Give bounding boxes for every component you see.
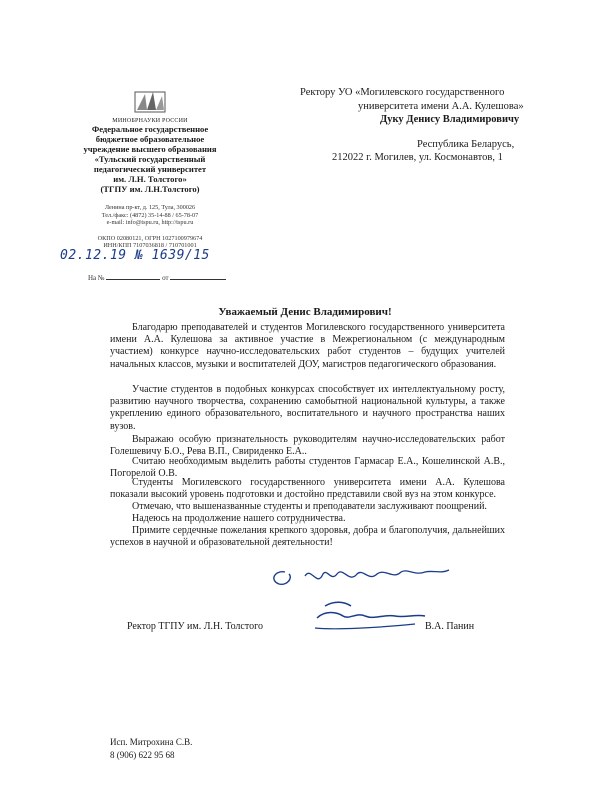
- letter-paragraph: Благодарю преподавателей и студентов Могилевского государственного университета имени А.А. Кулешова за активное участие в Межрегиональном (с международным участием) конкурсе научно-исследовательских работ студентов – будущих учителей начальных классов, музыки и воспитателей ДОУ, магистров педагогического образования.: [110, 322, 505, 370]
- letter-paragraph: Считаю необходимым выделить работы студентов Гармасар Е.А., Кошелинской А.В., Погорелой О.В.: [110, 456, 505, 480]
- contact-line: Ленина пр-кт, д. 125, Тула, 300026: [104, 204, 196, 211]
- signatory-title: Ректор ТГПУ им. Л.Н. Толстого: [127, 621, 263, 632]
- org-name: [60, 124, 240, 194]
- org-line: Федеральное государственное: [91, 124, 209, 134]
- ref-no-label: На №: [88, 274, 105, 282]
- addressee-name: Дуку Денису Владимировичу: [380, 114, 520, 125]
- addressee-country: Республика Беларусь,: [417, 139, 515, 150]
- ministry-label: МИНОБРНАУКИ РОССИИ: [112, 118, 188, 124]
- contact-line: e-mail: info@tspu.ru, http://tspu.ru: [106, 219, 194, 227]
- reference-line: [88, 272, 226, 282]
- ref-from-label: от: [162, 274, 169, 282]
- addressee-line-1: Ректору УО «Могилевского государственного: [300, 87, 505, 98]
- executor-phone: 8 (906) 622 95 68: [110, 750, 175, 760]
- letter-paragraph: Примите сердечные пожелания крепкого здоровья, добра и благополучия, дальнейших успехов в научной и образовательной деятельности!: [110, 525, 505, 549]
- addressee-address: 212022 г. Могилев, ул. Космонавтов, 1: [332, 152, 503, 163]
- letterhead: [60, 86, 240, 250]
- greeting: Уважаемый Денис Владимирович!: [218, 306, 392, 318]
- executor-name: Исп. Митрохина С.В.: [110, 737, 193, 747]
- ref-from-blank: [170, 272, 226, 280]
- university-logo-icon: [129, 86, 171, 116]
- code-line: ОКПО 02080121, ОГРН 1027100979674: [97, 234, 203, 242]
- code-line: ИНН/КПП 7107036818 / 710701001: [103, 242, 197, 250]
- org-line: педагогический университет: [93, 164, 207, 174]
- org-line: бюджетное образовательное: [95, 134, 205, 144]
- handwritten-reference: 02.12.19 № 1639/15: [60, 248, 210, 263]
- letter-paragraph: Надеюсь на продолжение нашего сотрудничества.: [132, 513, 346, 524]
- contact-info: [60, 204, 240, 227]
- org-line: им. Л.Н. Толстого»: [113, 174, 187, 184]
- letter-paragraph: Студенты Могилевского государственного университета имени А.А. Кулешова показали высокий уровень подготовки и достойно представили свой вуз на этом конкурсе.: [110, 477, 505, 501]
- org-line: учреждение высшего образования: [83, 144, 217, 154]
- org-line: (ТГПУ им. Л.Н.Толстого): [100, 184, 200, 194]
- signatory-name: В.А. Панин: [425, 621, 475, 632]
- letter-paragraph: Участие студентов в подобных конкурсах способствует их интеллектуальному росту, развитию научного творчества, сохранению самобытной национальной культуры, а также укреплению единого образовательного, воспитательного и научного пространства наших вузов.: [110, 384, 505, 432]
- letter-paragraph: Отмечаю, что вышеназванные студенты и преподаватели заслуживают поощрений.: [132, 501, 487, 512]
- contact-line: Тел./факс: (4872) 35-14-88 / 65-78-07: [101, 211, 199, 219]
- org-line: «Тульский государственный: [94, 154, 206, 164]
- letter-paragraph: Выражаю особую признательность руководителям научно-исследовательских работ Голешевичу Б.О., Рева В.П., Свириденко Е.А..: [110, 434, 505, 458]
- addressee-line-2: университета имени А.А. Кулешова»: [358, 101, 524, 112]
- ref-no-blank: [106, 272, 160, 280]
